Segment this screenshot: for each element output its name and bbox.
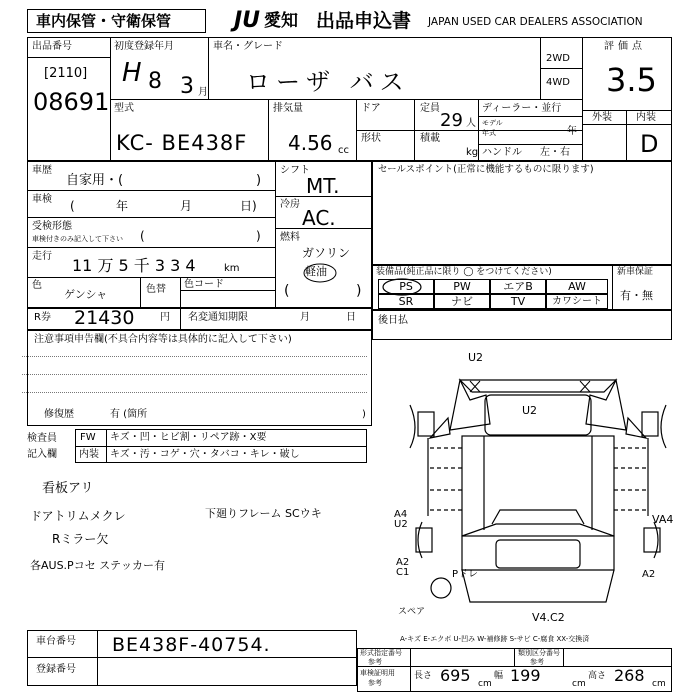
lot-number: 08691	[33, 88, 110, 116]
repair-close: )	[362, 409, 366, 420]
displacement-unit: cc	[338, 145, 349, 156]
mileage-unit: km	[224, 263, 240, 274]
car-name-value: ローザ バス	[246, 68, 410, 96]
sales-point-label: セールスポイント(正常に機能するものに限ります)	[378, 164, 594, 175]
repair-label: 修復歴	[44, 409, 74, 420]
aircon-value: AC.	[302, 206, 336, 230]
fuel-paren-close: )	[356, 283, 362, 299]
damage-legend: A-キズ E-エクボ U-凹み W-補修跡 S-サビ C-腐食 XX-交換済	[400, 635, 590, 643]
aircon-label: 冷房	[280, 199, 300, 210]
mark-a4-u2: A4 U2	[394, 509, 408, 530]
shift-value: MT.	[306, 174, 340, 198]
color-value: ゲンシャ	[64, 288, 108, 301]
inspection-label: 車検	[32, 194, 52, 205]
note-signboard: 看板アリ	[42, 481, 94, 496]
load-unit: kg	[466, 147, 479, 158]
mark-a2-c1: A2 C1	[396, 557, 410, 578]
shape-label: 形状	[361, 133, 381, 144]
equip-navi[interactable]: ナビ	[434, 294, 490, 309]
length-value: 695	[440, 666, 471, 685]
cert-ref: 参考	[368, 679, 382, 687]
usage-label: 車歴	[32, 165, 52, 176]
load-label: 積載	[420, 133, 440, 144]
year-type-label: 年式	[482, 129, 496, 137]
displacement-label: 排気量	[273, 103, 303, 114]
reception-note: 車検付きのみ記入して下さい	[32, 235, 123, 243]
capacity-label: 定員	[420, 103, 440, 114]
mark-a2-right: A2	[642, 569, 656, 580]
form-number-label: 形式指定番号	[360, 649, 402, 657]
equip-airbag[interactable]: エアB	[490, 279, 546, 294]
form-subtitle: JAPAN USED CAR DEALERS ASSOCIATION	[428, 16, 643, 28]
door-label: ドア	[361, 103, 381, 114]
inspection-day: 日)	[240, 199, 257, 213]
equip-ps[interactable]: PS	[378, 279, 434, 294]
cert-usage-label: 車検証明用	[360, 669, 395, 677]
first-reg-month-unit: 月	[198, 87, 208, 98]
name-change-day: 日	[346, 312, 356, 323]
chassis-value: BE438F-40754.	[112, 634, 271, 656]
note-underbody: 下廻りフレーム SCウキ	[205, 507, 322, 520]
score-label: 評価点	[604, 41, 646, 52]
length-label: 長さ	[414, 671, 433, 681]
year-unit: 年	[567, 126, 577, 137]
first-reg-year: 8	[148, 69, 162, 94]
recycle-value: 21430	[74, 307, 135, 329]
chassis-label: 車台番号	[36, 636, 76, 647]
reception-label: 受検形態	[32, 221, 72, 232]
mark-pdore: Pドレ	[452, 569, 479, 580]
mileage-label: 走行	[32, 251, 52, 262]
inspector-label-2: 記入欄	[27, 449, 57, 460]
inspector-row2: キズ・汚・コゲ・穴・タバコ・キレ・破し	[110, 449, 300, 460]
width-value: 199	[510, 666, 541, 685]
recycle-label: R券	[34, 312, 51, 323]
new-warranty-label: 新車保証	[617, 267, 654, 277]
mark-v4-c2: V4.C2	[532, 611, 565, 624]
fuel-label: 燃料	[280, 232, 300, 243]
score-value: 3.5	[606, 61, 657, 99]
mark-u2-roof: U2	[522, 404, 538, 417]
fuel-circle	[292, 260, 352, 286]
repair-value: 有 (箇所	[110, 409, 148, 420]
equip-sr[interactable]: SR	[378, 294, 434, 309]
mark-u2-top: U2	[468, 351, 484, 364]
fuel-value: ガソリン	[302, 246, 351, 260]
recycle-unit: 円	[160, 312, 170, 323]
usage-value: 自家用・(	[66, 173, 124, 188]
equip-aw[interactable]: AW	[546, 279, 608, 294]
note-door-trim: ドアトリムメクレ	[30, 509, 126, 523]
interior-label: 内装	[636, 112, 656, 123]
capacity-value: 29	[440, 110, 463, 131]
lot-code: [2110]	[44, 66, 88, 81]
after-pay-box	[372, 310, 672, 340]
registration-label: 登録番号	[36, 664, 76, 675]
equipment-label: 装備品(純正品に限り ◯ をつけてください)	[376, 267, 552, 277]
inspection-open: (	[70, 199, 75, 213]
form-number-ref: 参考	[368, 658, 382, 666]
mark-va4: VA4	[652, 513, 674, 526]
sales-point-box	[372, 161, 672, 265]
reception-close: )	[256, 229, 261, 243]
height-value: 268	[614, 666, 645, 685]
first-reg-era: H	[122, 58, 142, 88]
car-name-label: 車名・グレード	[213, 41, 283, 52]
model-label: 型式	[114, 103, 134, 114]
inspector-row1: キズ・凹・ヒビ割・リペア跡・X要	[110, 432, 267, 443]
displacement-value: 4.56	[288, 131, 333, 155]
reception-open: (	[140, 229, 145, 243]
shift-label: シフト	[280, 165, 310, 176]
length-unit: cm	[478, 679, 492, 689]
equip-tv[interactable]: TV	[490, 294, 546, 309]
name-change-month: 月	[300, 312, 310, 323]
inspector-interior: 内装	[79, 449, 99, 460]
capacity-unit: 人	[466, 118, 476, 129]
inspector-fw: FW	[80, 432, 96, 443]
model-year-label: モデル	[482, 119, 503, 127]
fuel-paren-open: (	[284, 283, 290, 299]
storage-label: 車内保管・守衛保管	[36, 12, 172, 30]
new-warranty-value: 有・無	[620, 289, 653, 302]
first-reg-month: 3	[180, 74, 194, 99]
ps-circle	[380, 277, 424, 297]
class-number-ref: 参考	[530, 658, 544, 666]
inspection-year: 年	[116, 199, 129, 213]
drive-2wd: 2WD	[546, 53, 570, 64]
lot-label: 出品番号	[32, 41, 72, 52]
first-reg-label: 初度登録年月	[114, 41, 174, 52]
class-number-label: 類別区分番号	[518, 649, 560, 657]
height-unit: cm	[652, 679, 666, 689]
spare-tire-label: スペア	[398, 607, 426, 617]
form-title: 出品申込書	[316, 10, 412, 32]
width-unit: cm	[572, 679, 586, 689]
note-mirror: Rミラー欠	[52, 532, 109, 546]
inspection-month: 月	[180, 199, 193, 213]
usage-close: )	[256, 173, 262, 188]
equip-pw[interactable]: PW	[434, 279, 490, 294]
handle-label: ハンドル	[482, 147, 522, 158]
name-change-label: 名変通知期限	[188, 312, 248, 323]
color-label: 色	[32, 280, 42, 291]
width-label: 幅	[494, 671, 504, 681]
equip-leather-seat[interactable]: カワシート	[546, 294, 608, 309]
vehicle-diagram	[400, 340, 685, 630]
mileage-value: 11 万 5 千 3 3 4	[72, 256, 196, 275]
association-name: 愛知	[264, 11, 298, 31]
model-value: KC- BE438F	[116, 131, 248, 155]
color-code-label: 色コード	[184, 279, 224, 290]
inspector-label-1: 検査員	[27, 433, 57, 444]
ju-logo: JU	[234, 8, 261, 33]
height-label: 高さ	[588, 671, 607, 681]
dealer-label: ディーラー・並行	[482, 103, 562, 114]
after-pay-label: 後日払	[378, 315, 408, 326]
interior-score: D	[640, 130, 659, 158]
drive-4wd: 4WD	[546, 77, 570, 88]
exterior-label: 外装	[592, 112, 612, 123]
handle-value: 左・右	[540, 147, 570, 158]
note-stickers: 各AUS.Pコセ ステッカー有	[30, 559, 165, 572]
notes-label: 注意事項申告欄(不具合内容等は具体的に記入して下さい)	[34, 334, 292, 345]
fuel-diesel: 軽油	[305, 265, 327, 278]
color-change-label: 色替	[146, 284, 166, 295]
